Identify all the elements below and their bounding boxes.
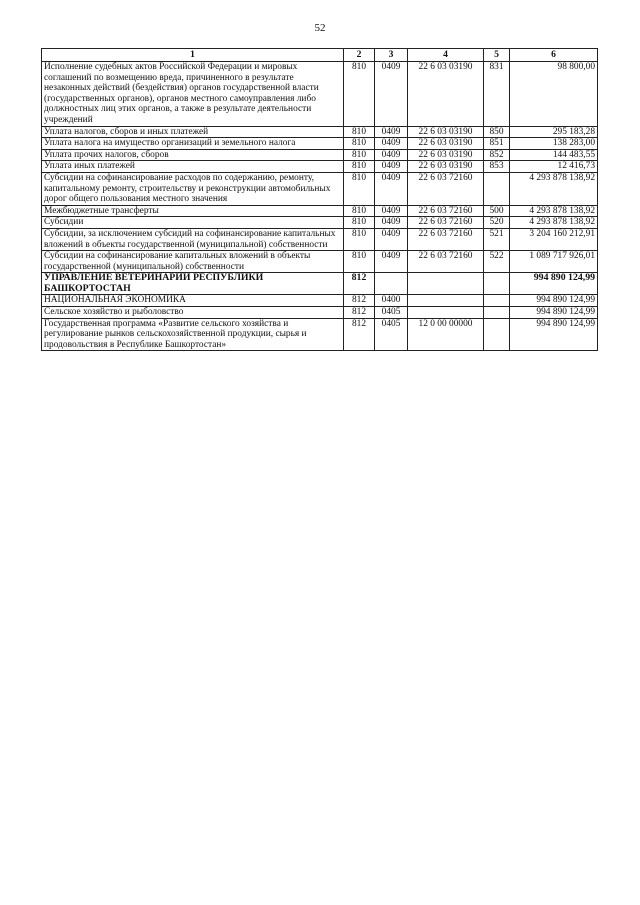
- row-value-cell: 812: [344, 318, 375, 351]
- row-name-cell: Уплата иных платежей: [42, 161, 344, 173]
- row-value-cell: 520: [484, 217, 510, 229]
- row-value-cell: 994 890 124,99: [510, 307, 598, 319]
- row-value-cell: [408, 295, 484, 307]
- row-value-cell: 22 6 03 72160: [408, 217, 484, 229]
- row-value-cell: 521: [484, 228, 510, 250]
- header-cell: 2: [344, 49, 375, 62]
- row-value-cell: 144 483,55: [510, 149, 598, 161]
- row-name-cell: Исполнение судебных актов Российской Федерации и мировых соглашений по возмещению вреда, причиненного в результате незаконных действий (бездействия) органов государственной власти (государственных органов), органов местного самоуправления либо должностных лиц этих органов, а также в результате деятельности учреждений: [42, 62, 344, 127]
- row-value-cell: 853: [484, 161, 510, 173]
- row-name-cell: УПРАВЛЕНИЕ ВЕТЕРИНАРИИ РЕСПУБЛИКИ БАШКОРТОСТАН: [42, 273, 344, 295]
- row-value-cell: [484, 307, 510, 319]
- header-cell: 4: [408, 49, 484, 62]
- row-value-cell: 0405: [375, 307, 408, 319]
- table-row: [42, 149, 598, 161]
- row-value-cell: 22 6 03 03190: [408, 126, 484, 138]
- table-row: [42, 318, 598, 351]
- row-value-cell: 0409: [375, 172, 408, 205]
- table-row: [42, 62, 598, 127]
- row-value-cell: [484, 273, 510, 295]
- row-name-cell: Субсидии, за исключением субсидий на софинансирование капитальных вложений в объекты государственной (муниципальной) собственности: [42, 228, 344, 250]
- row-value-cell: 810: [344, 251, 375, 273]
- row-value-cell: 852: [484, 149, 510, 161]
- row-value-cell: 812: [344, 295, 375, 307]
- row-value-cell: 850: [484, 126, 510, 138]
- row-name-cell: Сельское хозяйство и рыболовство: [42, 307, 344, 319]
- header-cell: 1: [42, 49, 344, 62]
- row-value-cell: 4 293 878 138,92: [510, 172, 598, 205]
- row-value-cell: 500: [484, 205, 510, 217]
- table-row: [42, 295, 598, 307]
- row-value-cell: 0409: [375, 217, 408, 229]
- row-value-cell: 810: [344, 172, 375, 205]
- row-value-cell: 138 283,00: [510, 138, 598, 150]
- row-name-cell: Уплата налогов, сборов и иных платежей: [42, 126, 344, 138]
- row-value-cell: 0409: [375, 228, 408, 250]
- row-value-cell: 810: [344, 205, 375, 217]
- row-value-cell: 98 800,00: [510, 62, 598, 127]
- row-value-cell: [408, 273, 484, 295]
- row-value-cell: [375, 273, 408, 295]
- table-row: [42, 273, 598, 295]
- row-value-cell: 3 204 160 212,91: [510, 228, 598, 250]
- row-value-cell: 0409: [375, 149, 408, 161]
- row-value-cell: 22 6 03 72160: [408, 228, 484, 250]
- row-name-cell: Государственная программа «Развитие сельского хозяйства и регулирование рынков сельскохозяйственной продукции, сырья и продовольствия в Республике Башкортостан»: [42, 318, 344, 351]
- row-value-cell: [408, 307, 484, 319]
- row-value-cell: 4 293 878 138,92: [510, 205, 598, 217]
- row-value-cell: 22 6 03 72160: [408, 251, 484, 273]
- header-cell: 3: [375, 49, 408, 62]
- header-cell: 6: [510, 49, 598, 62]
- table-row: [42, 228, 598, 250]
- row-name-cell: Субсидии: [42, 217, 344, 229]
- row-name-cell: Уплата прочих налогов, сборов: [42, 149, 344, 161]
- row-value-cell: 1 089 717 926,01: [510, 251, 598, 273]
- row-value-cell: 0409: [375, 161, 408, 173]
- row-name-cell: Уплата налога на имущество организаций и земельного налога: [42, 138, 344, 150]
- row-name-cell: Субсидии на софинансирование расходов по содержанию, ремонту, капитальному ремонту, строительству и реконструкции автомобильных дорог общего пользования местного значения: [42, 172, 344, 205]
- row-value-cell: 12 416,73: [510, 161, 598, 173]
- table-body: [42, 62, 598, 351]
- row-value-cell: [484, 172, 510, 205]
- row-value-cell: 994 890 124,99: [510, 295, 598, 307]
- row-value-cell: 22 6 03 03190: [408, 62, 484, 127]
- row-value-cell: 0409: [375, 126, 408, 138]
- row-value-cell: 810: [344, 126, 375, 138]
- row-value-cell: 22 6 03 03190: [408, 161, 484, 173]
- row-name-cell: Субсидии на софинансирование капитальных вложений в объекты государственной (муниципальной) собственности: [42, 251, 344, 273]
- table-row: [42, 307, 598, 319]
- row-value-cell: 851: [484, 138, 510, 150]
- row-value-cell: 810: [344, 161, 375, 173]
- row-value-cell: 810: [344, 228, 375, 250]
- row-value-cell: 295 183,28: [510, 126, 598, 138]
- table-row: [42, 138, 598, 150]
- row-value-cell: 0409: [375, 62, 408, 127]
- row-value-cell: [484, 295, 510, 307]
- row-value-cell: 4 293 878 138,92: [510, 217, 598, 229]
- row-value-cell: 0409: [375, 251, 408, 273]
- row-value-cell: 522: [484, 251, 510, 273]
- page-number: 52: [314, 22, 326, 34]
- row-value-cell: 22 6 03 72160: [408, 205, 484, 217]
- row-value-cell: 810: [344, 138, 375, 150]
- table-row: [42, 251, 598, 273]
- row-name-cell: НАЦИОНАЛЬНАЯ ЭКОНОМИКА: [42, 295, 344, 307]
- table-row: [42, 205, 598, 217]
- table-row: [42, 161, 598, 173]
- row-value-cell: [484, 318, 510, 351]
- row-value-cell: 0409: [375, 138, 408, 150]
- table-row: [42, 217, 598, 229]
- row-value-cell: 22 6 03 03190: [408, 149, 484, 161]
- row-value-cell: 812: [344, 307, 375, 319]
- row-value-cell: 22 6 03 03190: [408, 138, 484, 150]
- row-value-cell: 22 6 03 72160: [408, 172, 484, 205]
- row-name-cell: Межбюджетные трансферты: [42, 205, 344, 217]
- budget-table: [41, 48, 598, 351]
- row-value-cell: 12 0 00 00000: [408, 318, 484, 351]
- row-value-cell: 994 890 124,99: [510, 318, 598, 351]
- row-value-cell: 994 890 124,99: [510, 273, 598, 295]
- row-value-cell: 810: [344, 217, 375, 229]
- row-value-cell: 810: [344, 62, 375, 127]
- row-value-cell: 810: [344, 149, 375, 161]
- table-row: [42, 172, 598, 205]
- row-value-cell: 0405: [375, 318, 408, 351]
- table-header-row: [42, 49, 598, 62]
- row-value-cell: 0400: [375, 295, 408, 307]
- row-value-cell: 812: [344, 273, 375, 295]
- header-cell: 5: [484, 49, 510, 62]
- row-value-cell: 831: [484, 62, 510, 127]
- row-value-cell: 0409: [375, 205, 408, 217]
- table-row: [42, 126, 598, 138]
